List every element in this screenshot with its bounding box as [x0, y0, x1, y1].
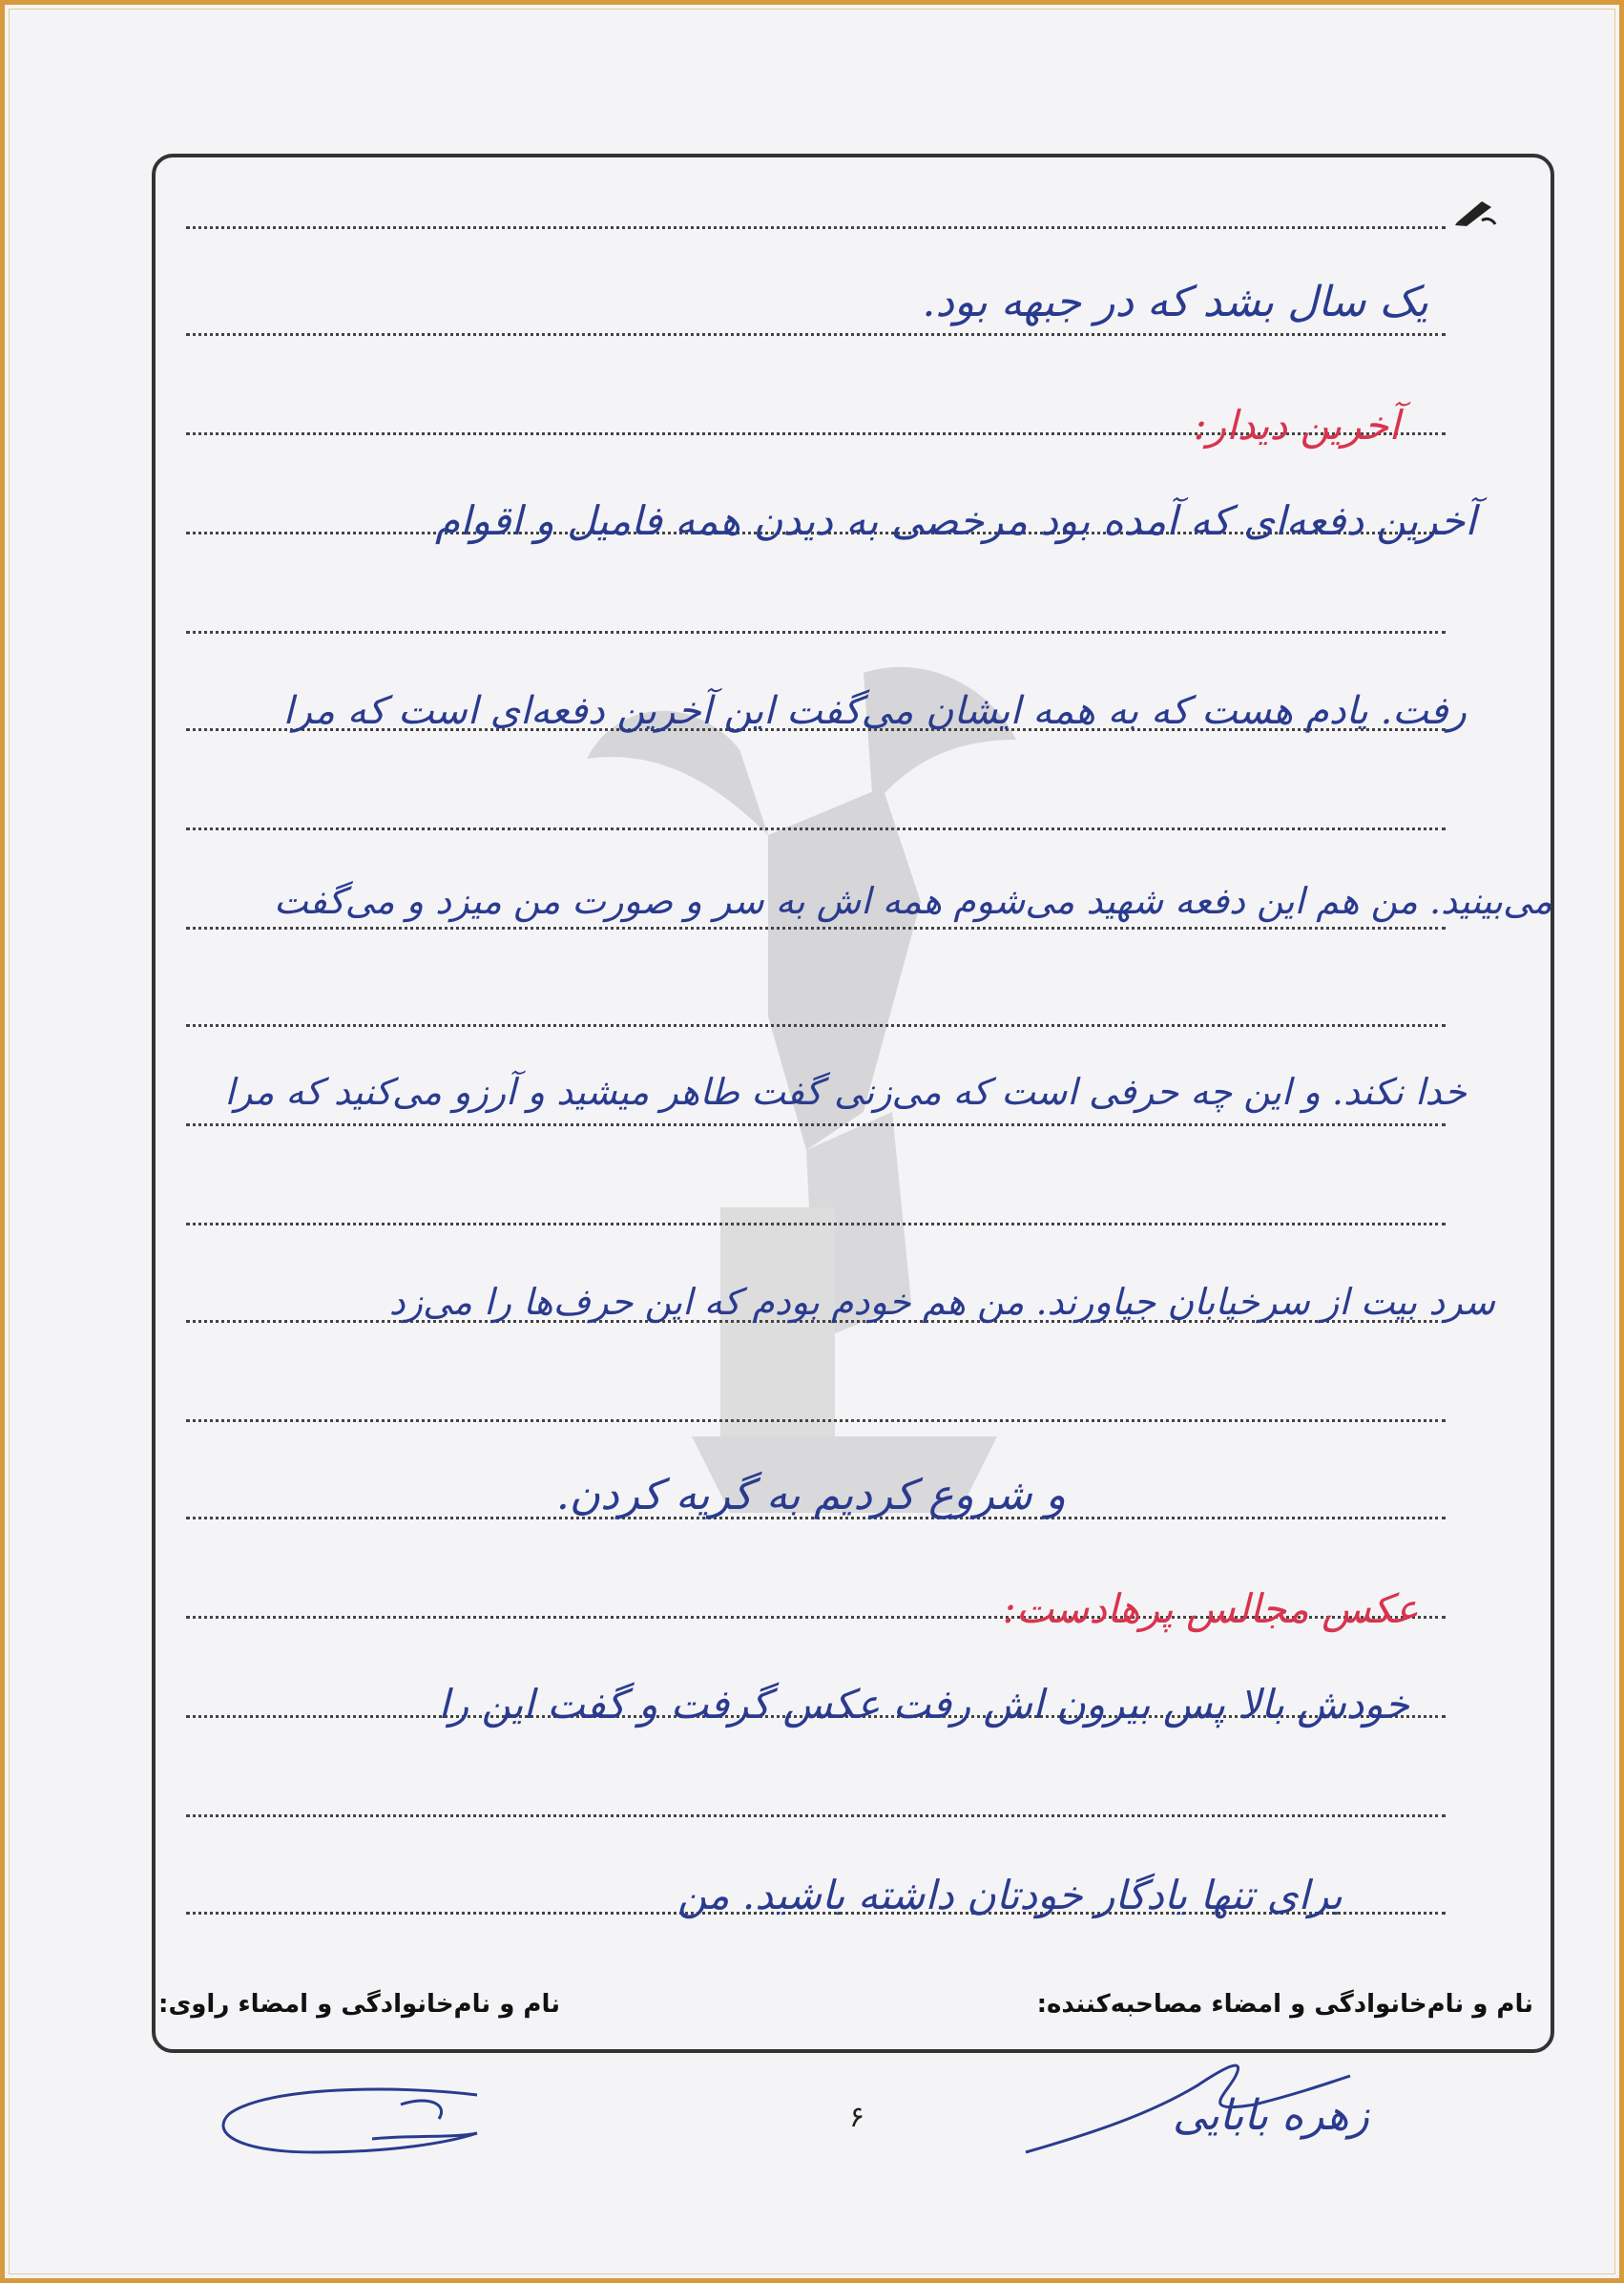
- narrator-signature-scribble: [210, 2076, 496, 2171]
- interviewer-signature-label: نام و نام‌خانوادگی و امضاء مصاحبه‌کننده:: [1036, 1990, 1533, 2019]
- pen-writing-icon: [1453, 196, 1497, 228]
- ruled-line: [186, 927, 1446, 930]
- ruled-line: [186, 226, 1446, 229]
- handwritten-line: خودش بالا پس بیرون اش رفت عکس گرفت و گفت این را: [438, 1681, 1409, 1728]
- handwritten-line: و شروع کردیم به گریه کردن.: [555, 1471, 1066, 1519]
- ruled-line: [186, 631, 1446, 634]
- interviewer-signature-name: زهره بابایی: [1173, 2091, 1369, 2140]
- ruled-line: [186, 827, 1446, 830]
- page-number: ۶: [848, 2101, 865, 2134]
- handwritten-heading: آخرین دیدار:: [1193, 402, 1400, 449]
- handwritten-line: خدا نکند. و این چه حرفی است که می‌زنی گفت طاهر میشید و آرزو می‌کنید که مرا: [224, 1071, 1467, 1113]
- ruled-line: [186, 1814, 1446, 1817]
- handwritten-line: آخرین دفعه‌ای که آمده بود مرخصی به دیدن همه فامیل و اقوام: [435, 497, 1476, 544]
- ruled-line: [186, 1223, 1446, 1225]
- interviewer-signature-scribble: [1007, 2047, 1455, 2171]
- ruled-line: [186, 333, 1446, 336]
- ruled-line: [186, 1419, 1446, 1422]
- ruled-line: [186, 1123, 1446, 1126]
- handwritten-line: رفت. یادم هست که به همه ایشان می‌گفت این آخرین دفعه‌ای است که مرا: [282, 689, 1467, 733]
- handwritten-heading: عکس مجالس پرهادست:: [1002, 1585, 1419, 1632]
- narrator-signature-label: نام و نام‌خانوادگی و امضاء راوی:: [158, 1990, 560, 2019]
- handwritten-line: می‌بینید. من هم این دفعه شهید می‌شوم همه اش به سر و صورت من میزد و می‌گفت: [273, 880, 1552, 922]
- handwritten-line: برای تنها یادگار خودتان داشته باشید. من: [677, 1872, 1343, 1918]
- handwritten-line: سرد بیت از سرخیابان جیاورند. من هم خودم بودم که این حرف‌ها را می‌زد: [388, 1281, 1495, 1323]
- handwritten-line: یک سال بشد که در جبهه بود.: [922, 278, 1428, 326]
- ruled-line: [186, 1024, 1446, 1027]
